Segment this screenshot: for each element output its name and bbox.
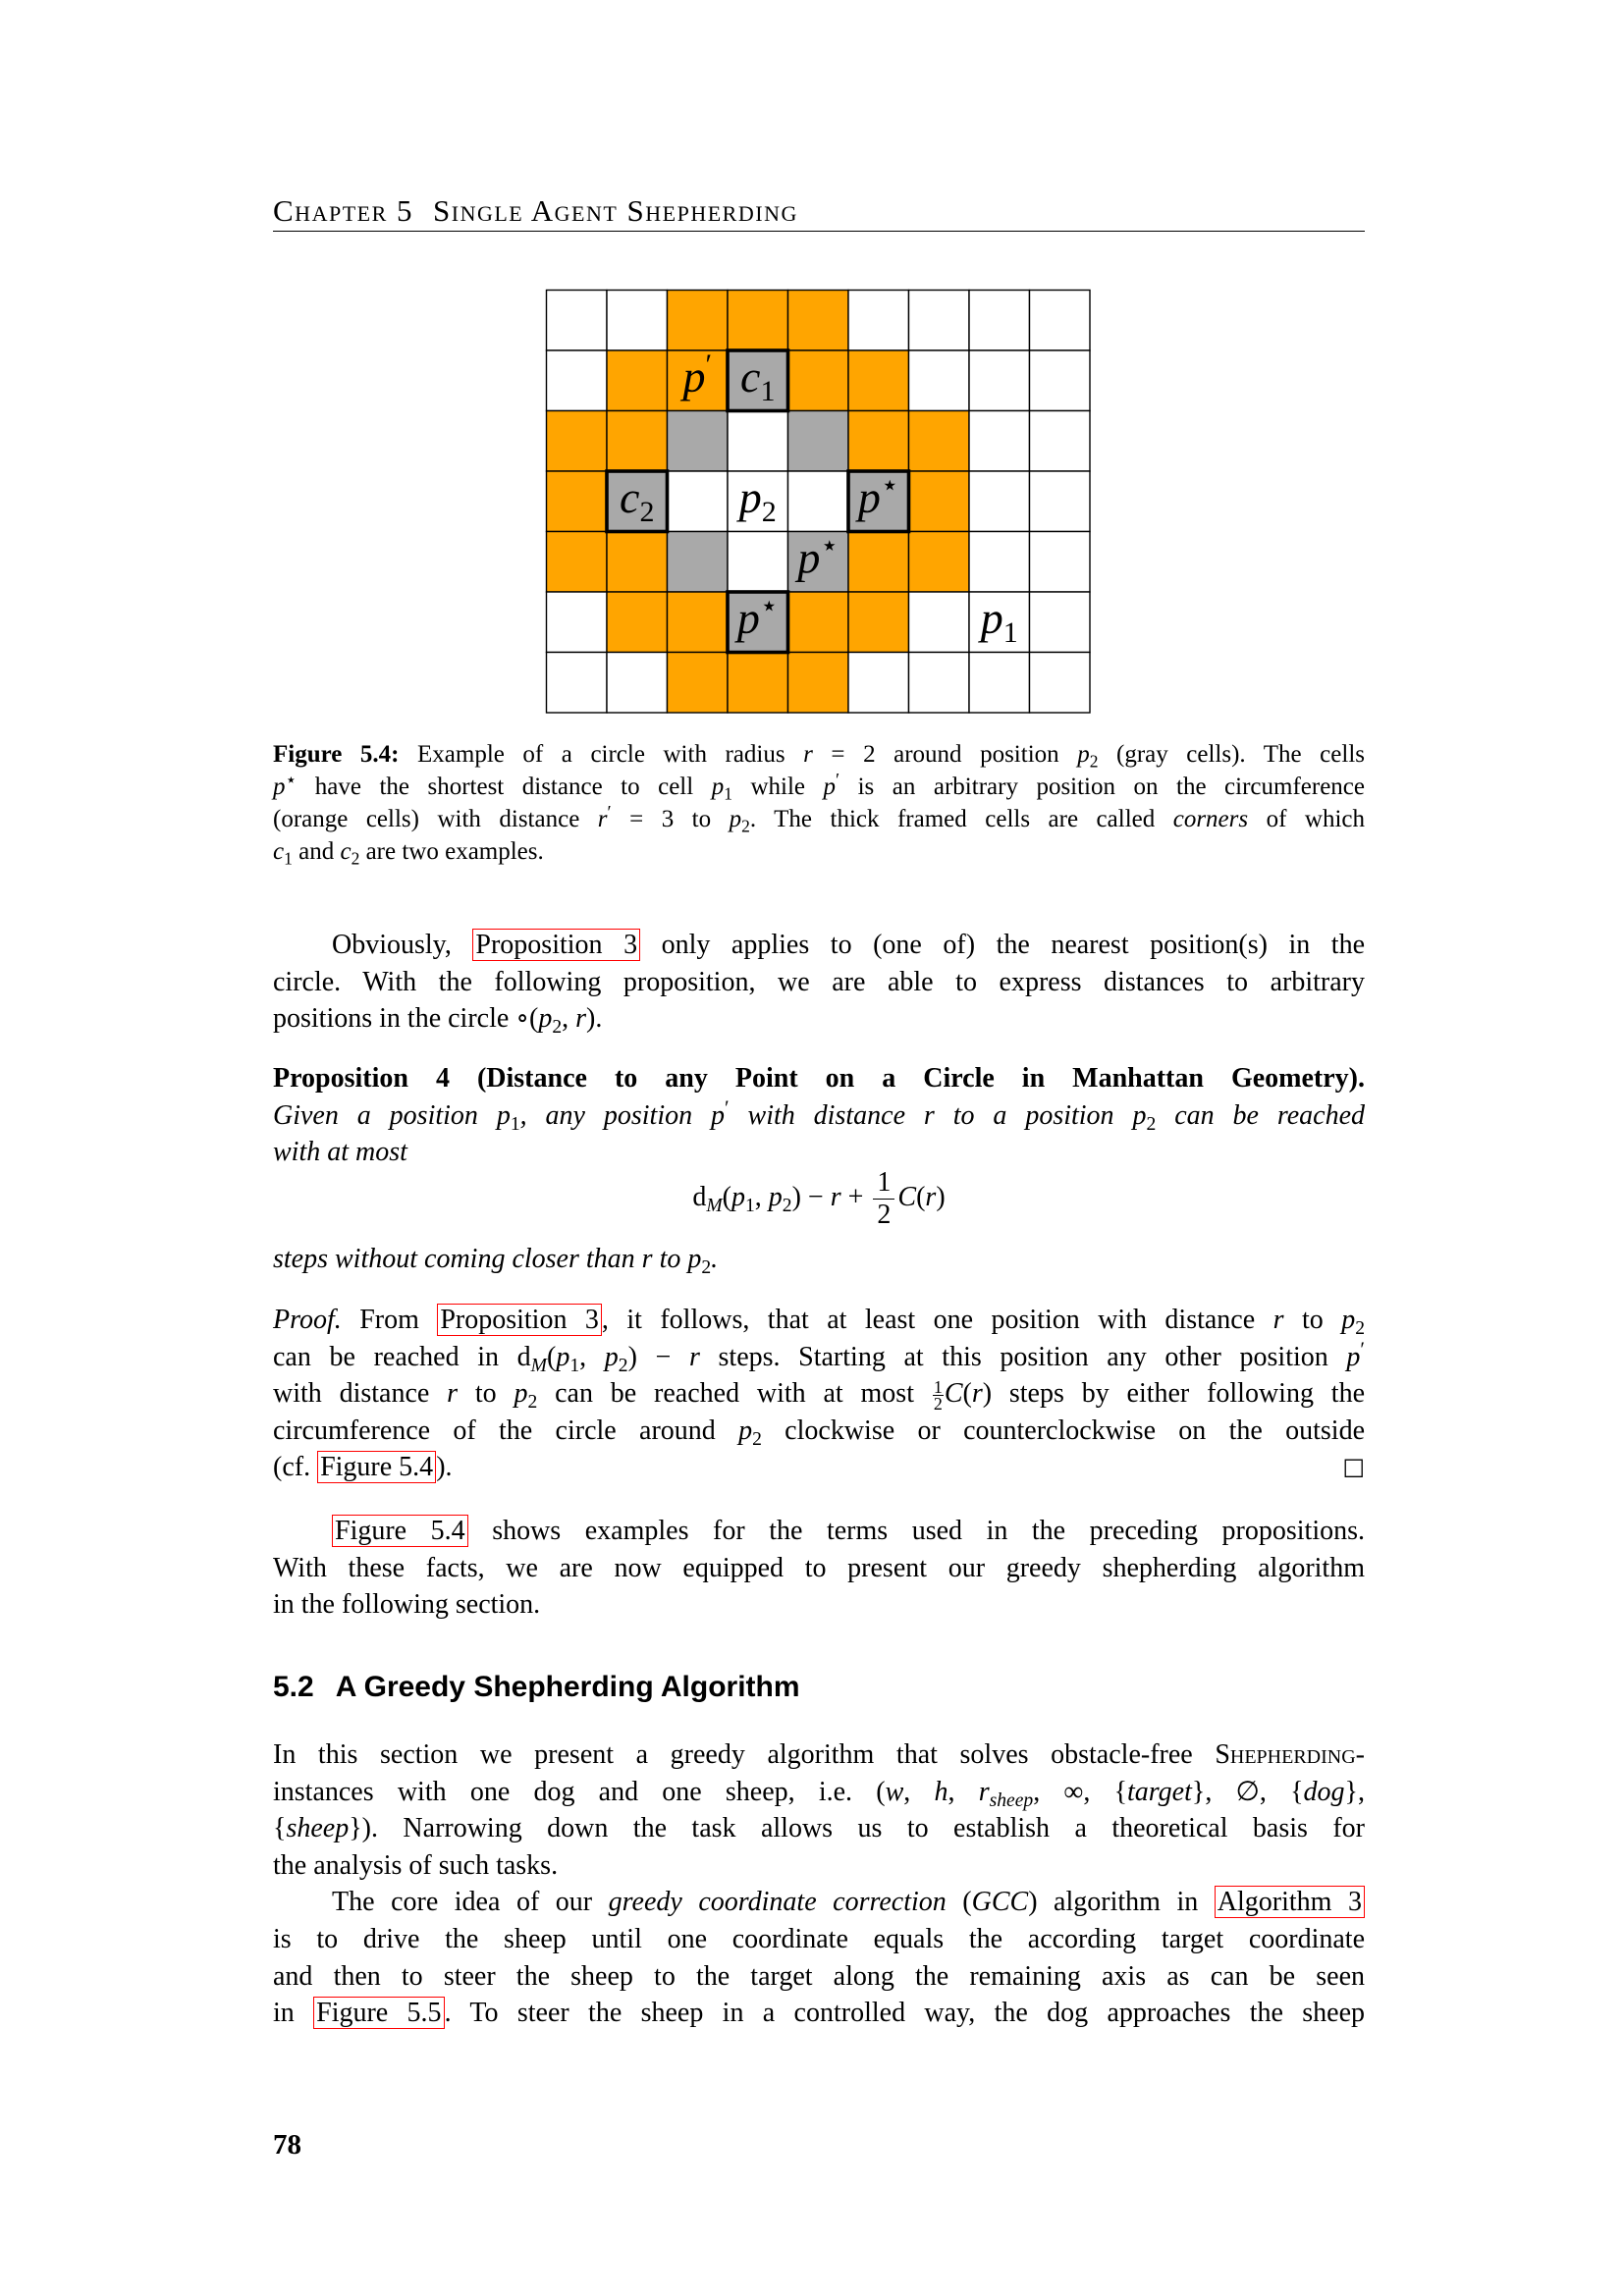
text-run: . The thick framed cells are called (749, 806, 1173, 832)
text-run: can be reached with at most (537, 1378, 932, 1410)
italic-text: r (978, 1776, 990, 1807)
cell-label-superscript: ⋆ (880, 468, 899, 502)
text-line (273, 1413, 1365, 1450)
cell-label-subscript: 2 (761, 495, 777, 528)
italic-text: w (885, 1776, 904, 1807)
text-run: Obviously, (332, 930, 473, 960)
text-line (273, 1241, 1365, 1278)
grid-cell (607, 291, 668, 351)
italic-text: Proof. (273, 1305, 342, 1335)
section-body (273, 1736, 1365, 2032)
italic-text: r (830, 1181, 841, 1212)
grid-cell (547, 350, 608, 411)
cell-label-subscript: 2 (639, 495, 655, 528)
text-run: , (947, 1776, 979, 1807)
italic-text: p (1346, 1341, 1361, 1372)
superscript: ⋆ (285, 770, 298, 791)
section-number: 5.2 (273, 1671, 314, 1703)
text-line (273, 771, 1365, 803)
cell-label-base: p (736, 592, 760, 643)
link-proposition-3[interactable]: Proposition 3 (472, 929, 640, 961)
italic-text: p (687, 1244, 702, 1274)
grid-cell (728, 411, 788, 472)
grid-cell (969, 653, 1030, 714)
italic-text: greedy coordinate correction (608, 1887, 947, 1918)
italic-text: c (273, 838, 285, 865)
text-run: With these facts, we are now equipped to present our greedy shepherding algorithm (273, 1552, 1365, 1583)
italic-text: p (738, 1415, 753, 1446)
text-run: , ∞, { (1033, 1776, 1128, 1807)
cell-label-base: p (857, 471, 881, 522)
grid-cell (909, 291, 970, 351)
link-figure-5-4[interactable]: Figure 5.4 (317, 1451, 436, 1483)
superscript: ′ (607, 802, 612, 824)
subscript: sheep (989, 1789, 1034, 1811)
text-line (273, 1339, 1365, 1376)
subscript: 1 (284, 848, 293, 869)
text-run: Example of a circle with radius (399, 741, 804, 768)
text-run: d (692, 1181, 707, 1212)
text-line (273, 1736, 1365, 1774)
italic-text: corners (1172, 806, 1249, 832)
paragraph-core-idea (273, 1884, 1365, 2031)
italic-text: p (823, 774, 836, 800)
superscript: ′ (836, 770, 840, 791)
grid-cell (1030, 471, 1091, 532)
fraction-denominator: 2 (873, 1199, 894, 1231)
cell-label-subscript: 1 (1002, 615, 1018, 649)
grid-cell (728, 653, 788, 714)
text-run: . To steer the sheep in a controlled way, the dog approaches the sheep (444, 1998, 1366, 2029)
text-run: , it follows, that at least one position with distance (601, 1305, 1273, 1335)
grid-cell (607, 653, 668, 714)
text-line (273, 1550, 1365, 1587)
text-run: and then to steer the sheep to the target along the remaining axis as can be seen (273, 1960, 1365, 1992)
italic-text: p (1132, 1099, 1147, 1131)
text-run: with at most (273, 1137, 407, 1168)
text-run: , (754, 1181, 769, 1212)
text-run: From (341, 1305, 438, 1335)
italic-text: r (688, 1341, 700, 1372)
text-run: is to drive the sheep until one coordinate equals the according target coordinate (273, 1923, 1365, 1954)
text-line (273, 1134, 1365, 1171)
subscript: 2 (1146, 1113, 1157, 1135)
text-run: = 3 to (611, 806, 730, 832)
italic-text: p (711, 1099, 726, 1131)
grid-cell (909, 350, 970, 411)
text-run: { (273, 1813, 287, 1844)
text-run: ) steps by either following the (982, 1378, 1365, 1410)
proof (273, 1302, 1365, 1486)
subscript: 2 (1089, 751, 1099, 772)
display-equation (273, 1167, 1365, 1231)
grid-cell (1030, 291, 1091, 351)
text-line (273, 1449, 1365, 1486)
grid-cell (607, 532, 668, 593)
subscript: 1 (744, 1195, 755, 1216)
italic-text: r (803, 741, 813, 768)
grid-cell (668, 471, 729, 532)
fraction (873, 1167, 894, 1231)
fraction-numerator: 1 (877, 1167, 892, 1198)
subscript: 1 (569, 1355, 580, 1376)
text-line (273, 1958, 1365, 1996)
text-run: ( (946, 1887, 972, 1918)
grid-cell (668, 532, 729, 593)
grid-cell (848, 532, 909, 593)
grid-cell (668, 592, 729, 653)
text-run: the analysis of such tasks. (273, 1849, 559, 1881)
manhattan-circle-grid-figure (544, 288, 1093, 716)
superscript: ′ (1360, 1337, 1365, 1362)
text-run: positions in the circle ∘( (273, 1003, 539, 1035)
grid-cell (909, 592, 970, 653)
text-line (273, 927, 1365, 964)
subscript: 2 (351, 848, 360, 869)
subscript: M (530, 1355, 547, 1376)
grid-cell (909, 532, 970, 593)
grid-cell (547, 592, 608, 653)
text-run: ) − (791, 1181, 831, 1212)
grid-cell (969, 471, 1030, 532)
cell-label-base: p (980, 592, 1003, 643)
text-run: to a position (934, 1099, 1133, 1131)
text-run: to (652, 1244, 688, 1274)
italic-text: p (729, 806, 742, 832)
text-run: ( (547, 1341, 557, 1372)
text-run: can be reached in d (273, 1341, 531, 1372)
link-figure-5-5[interactable]: Figure 5.5 (313, 1997, 444, 2029)
italic-text: r (575, 1003, 587, 1035)
grid-cell (848, 592, 909, 653)
text-line (273, 1884, 1365, 1921)
text-run: ). (586, 1003, 603, 1035)
text-run: clockwise or counterclockwise on the outside (761, 1415, 1365, 1446)
grid-cell (788, 471, 849, 532)
italic-text: p (731, 1181, 745, 1212)
italic-text: r (923, 1099, 935, 1131)
grid-cell (668, 411, 729, 472)
grid-cell (969, 350, 1030, 411)
text-run: ) (936, 1181, 946, 1212)
proposition-4-tail (273, 1241, 1365, 1278)
text-run: }, (1344, 1776, 1365, 1807)
fraction-numerator: 1 (933, 1377, 943, 1398)
text-run: The core idea of our (332, 1887, 609, 1918)
grid-cell (1030, 532, 1091, 593)
grid-cell (848, 350, 909, 411)
italic-text: r (597, 806, 608, 832)
grid-cell (1030, 350, 1091, 411)
grid-cell (969, 532, 1030, 593)
cell-label-base: c (620, 471, 640, 522)
italic-text: sheep (286, 1813, 350, 1844)
text-run: to (1283, 1305, 1342, 1335)
paragraph-in-this-section (273, 1736, 1365, 1884)
chapter-title: Single Agent Shepherding (433, 193, 798, 228)
superscript: ′ (725, 1095, 730, 1120)
text-line (273, 1097, 1365, 1135)
text-run: with distance (273, 1378, 448, 1410)
text-run: = 2 around position (812, 741, 1078, 768)
italic-text: C (944, 1378, 963, 1410)
text-run: (gray cells). The cells (1098, 741, 1366, 768)
text-run: , (562, 1003, 576, 1035)
italic-text: p (1341, 1305, 1356, 1335)
cell-label-base: c (740, 350, 761, 401)
header-rule (273, 231, 1365, 232)
paragraph-figure-shows (273, 1513, 1365, 1624)
text-run: - (1355, 1739, 1365, 1770)
text-run: , (903, 1776, 935, 1807)
chapter-label: Chapter 5 (273, 193, 413, 228)
cell-label-subscript: 1 (760, 374, 776, 407)
text-run: (orange cells) with distance (273, 806, 598, 832)
running-head (273, 192, 1365, 230)
text-line (273, 1774, 1365, 1811)
subscript: 2 (1355, 1317, 1365, 1339)
link-figure-5-4[interactable]: Figure 5.4 (332, 1515, 468, 1547)
text-run: ( (722, 1181, 731, 1212)
subscript: 2 (527, 1392, 538, 1414)
grid-cell (909, 653, 970, 714)
text-run: Given a position (273, 1099, 497, 1131)
grid-cell (969, 291, 1030, 351)
text-run: ). (436, 1452, 453, 1483)
text-line (273, 1586, 1365, 1624)
section-title: A Greedy Shepherding Algorithm (335, 1671, 800, 1703)
subscript: 2 (618, 1355, 628, 1376)
text-line (273, 1375, 1365, 1413)
text-run: ( (916, 1181, 926, 1212)
small-caps-text: Shepherding (1215, 1739, 1356, 1770)
text-run: can be reached (1156, 1099, 1366, 1131)
grid-cell (788, 350, 849, 411)
grid-cell (728, 291, 788, 351)
grid-cell (668, 291, 729, 351)
grid-cell (1030, 411, 1091, 472)
text-run: In this section we present a greedy algorithm that solves obstacle-free (273, 1739, 1216, 1770)
page-number: 78 (273, 2129, 301, 2161)
text-run: while (731, 774, 824, 800)
text-line (273, 1921, 1365, 1958)
subscript: 2 (752, 1428, 762, 1450)
text-line (273, 1513, 1365, 1550)
subscript: 2 (701, 1256, 712, 1278)
cell-label-superscript: ⋆ (820, 529, 839, 562)
text-run: instances with one dog and one sheep, i.e. ( (273, 1776, 886, 1807)
link-proposition-3[interactable]: Proposition 3 (437, 1304, 602, 1336)
cell-label-base: p (738, 471, 762, 522)
italic-text: p (514, 1378, 528, 1410)
cell-label-base: p (682, 350, 706, 401)
italic-text: p (273, 774, 286, 800)
text-line (273, 964, 1365, 1001)
text-run: + (840, 1181, 871, 1212)
text-run: of which (1248, 806, 1366, 832)
subscript: 2 (741, 816, 750, 836)
text-run: steps. Starting at this position any other position (699, 1341, 1347, 1372)
text-run: in the following section. (273, 1589, 541, 1621)
italic-text: h (934, 1776, 948, 1807)
section-heading (273, 1666, 1365, 1709)
grid-cell (848, 653, 909, 714)
grid-cell (969, 411, 1030, 472)
grid-cell (788, 592, 849, 653)
grid-cell (547, 411, 608, 472)
grid-cell (668, 653, 729, 714)
grid-cell (607, 592, 668, 653)
fraction (933, 1377, 944, 1415)
text-line (273, 1302, 1365, 1339)
italic-text: dog (1303, 1776, 1345, 1807)
text-line (273, 1847, 1365, 1885)
subscript: 2 (552, 1017, 563, 1039)
italic-text: p (496, 1099, 511, 1131)
italic-text: p (768, 1181, 783, 1212)
paragraph-obviously (273, 927, 1365, 1038)
text-run: shows examples for the terms used in the preceding propositions. (467, 1516, 1366, 1546)
text-run: only applies to (one of) the nearest position(s) in the (640, 930, 1365, 960)
italic-text: GCC (971, 1887, 1029, 1918)
text-line (273, 1167, 1365, 1231)
italic-text: r (1272, 1305, 1284, 1335)
text-run: }, ∅, { (1191, 1776, 1304, 1807)
text-run: , any position (519, 1099, 712, 1131)
text-line (273, 835, 1365, 868)
grid-cell (728, 532, 788, 593)
text-run: to (458, 1378, 514, 1410)
grid-cell (848, 411, 909, 472)
grid-cell (909, 471, 970, 532)
subscript: 1 (510, 1113, 520, 1135)
text-run: ) − (627, 1341, 689, 1372)
text-run: circumference of the circle around (273, 1415, 739, 1446)
cell-label-base: p (797, 532, 821, 583)
text-run: . (711, 1244, 719, 1274)
grid-cell (547, 471, 608, 532)
text-line (273, 1060, 1365, 1097)
subscript: 2 (782, 1195, 792, 1216)
italic-text: c (340, 838, 352, 865)
italic-text: p (538, 1003, 553, 1035)
grid-cell (547, 532, 608, 593)
text-line (273, 738, 1365, 771)
text-line (273, 1810, 1365, 1847)
text-run: circle. With the following proposition, we are able to express distances to arbitrary (273, 966, 1365, 997)
text-line (273, 803, 1365, 835)
grid-cell (607, 411, 668, 472)
text-run: (cf. (273, 1452, 318, 1483)
italic-text: r (925, 1181, 937, 1212)
cell-label-superscript: ⋆ (759, 589, 779, 622)
text-run: steps without coming closer than (273, 1244, 642, 1274)
cell-label-superscript: ′ (705, 347, 713, 381)
subscript: 1 (724, 783, 732, 804)
grid-cell (848, 291, 909, 351)
grid-cell (1030, 653, 1091, 714)
italic-text: r (447, 1378, 459, 1410)
text-run: ) algorithm in (1028, 1887, 1215, 1918)
text-run: in (273, 1998, 314, 2029)
fraction-denominator: 2 (933, 1394, 943, 1415)
link-algorithm-3[interactable]: Algorithm 3 (1215, 1886, 1365, 1918)
grid-cell (1030, 592, 1091, 653)
grid-cell (909, 411, 970, 472)
italic-text: p (604, 1341, 619, 1372)
qed-symbol: □ (1342, 1453, 1365, 1481)
text-run: and (292, 838, 341, 865)
proposition-4 (273, 1060, 1365, 1171)
text-run: with distance (729, 1099, 924, 1131)
grid-cell (788, 291, 849, 351)
text-run: , (579, 1341, 605, 1372)
grid-cell (607, 350, 668, 411)
italic-text: r (971, 1378, 983, 1410)
text-run: ( (962, 1378, 972, 1410)
italic-text: p (556, 1341, 570, 1372)
italic-text: p (1077, 741, 1090, 768)
text-run: are two examples. (359, 838, 544, 865)
text-run: is an arbitrary position on the circumference (839, 774, 1365, 800)
text-line (273, 1995, 1365, 2032)
grid-cell (788, 411, 849, 472)
italic-text: C (897, 1181, 917, 1212)
bold-text: Figure 5.4: (273, 741, 400, 768)
subscript: M (706, 1195, 723, 1216)
figure-caption (273, 738, 1365, 868)
text-run: have the shortest distance to cell (297, 774, 712, 800)
italic-text: r (641, 1244, 653, 1274)
italic-text: target (1127, 1776, 1192, 1807)
grid-cell (547, 653, 608, 714)
text-line (273, 1000, 1365, 1038)
text-run: }). Narrowing down the task allows us to establish a theoretical basis for (349, 1813, 1365, 1844)
grid-cell (788, 653, 849, 714)
italic-text: p (711, 774, 725, 800)
bold-text: Proposition 4 (Distance to any Point on a Circle in Manhattan Geometry). (273, 1063, 1365, 1094)
grid-cell (547, 291, 608, 351)
